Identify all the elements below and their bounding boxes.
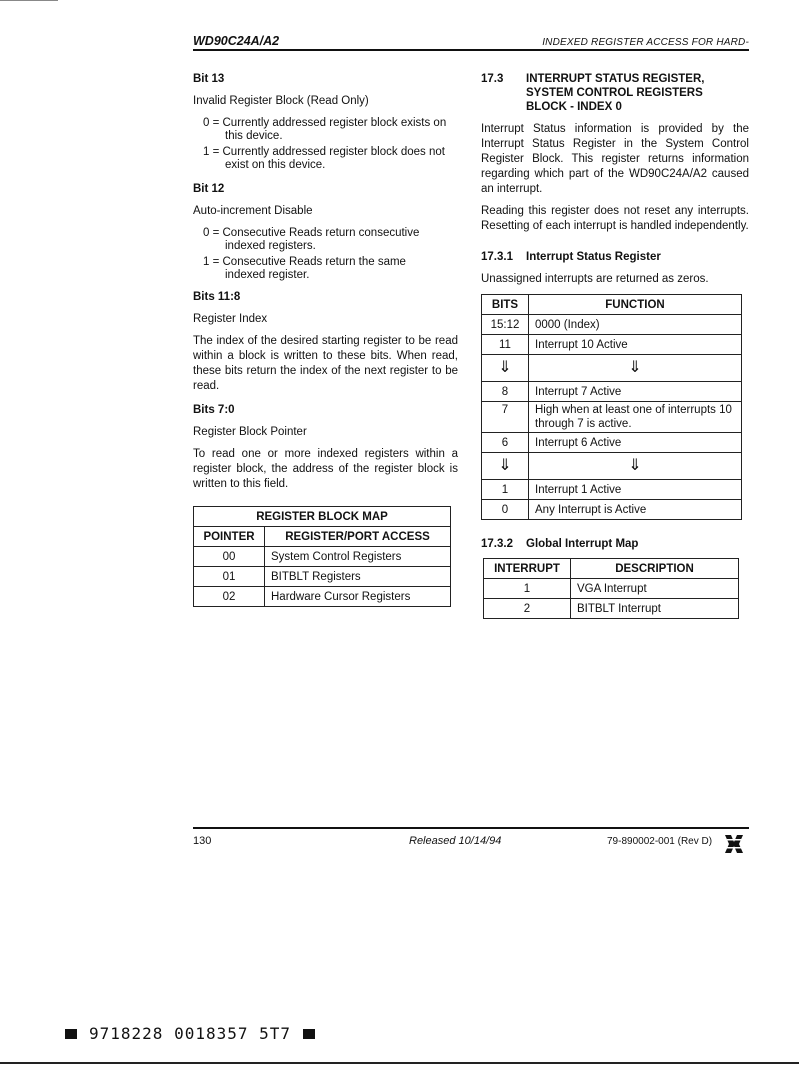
bits11-8-name: Register Index <box>193 313 268 325</box>
status-fn-cell: Interrupt 7 Active <box>529 382 742 402</box>
section-17-3-2-heading <box>481 537 749 551</box>
table-row <box>482 453 742 480</box>
section-17-3-2-title: Global Interrupt Map <box>526 538 639 550</box>
register-block-map-table <box>193 506 451 607</box>
map-pointer-cell: 02 <box>194 587 265 607</box>
page-number: 130 <box>193 835 212 847</box>
bit13-v0-line1: 0 = Currently addressed register block exists on <box>203 117 447 129</box>
status-col-function: FUNCTION <box>529 295 742 315</box>
scan-bottom-edge <box>0 1062 799 1064</box>
section-17-3-heading <box>481 72 749 114</box>
table-row <box>482 402 742 433</box>
bits11-8-body: The index of the desired starting register to be read within a block is written to these bits. When read, these bits return the index of the next register to be read. <box>193 335 458 392</box>
bit12-v1-line2: indexed register. <box>225 269 310 281</box>
global-irq-cell: 2 <box>484 599 571 619</box>
status-fn-cell: High when at least one of interrupts 10 through 7 is active. <box>529 402 742 433</box>
section-17-3-number: 17.3 <box>481 73 504 85</box>
status-fn-cell: Interrupt 10 Active <box>529 335 742 355</box>
table-row <box>482 500 742 520</box>
bit13-title: Bit 13 <box>193 73 225 85</box>
table-row <box>194 547 451 567</box>
global-desc-cell: VGA Interrupt <box>571 579 739 599</box>
global-interrupt-map-table <box>483 558 739 619</box>
footer-rule <box>193 827 749 829</box>
bit12-title: Bit 12 <box>193 183 225 195</box>
map-access-cell: Hardware Cursor Registers <box>265 587 451 607</box>
status-col-bits: BITS <box>482 295 529 315</box>
section-17-3-1-heading <box>481 250 749 264</box>
global-col-interrupt: INTERRUPT <box>484 559 571 579</box>
bit12-value-0 <box>203 226 458 253</box>
map-table-title: REGISTER BLOCK MAP <box>194 507 451 527</box>
section-17-3-2-number: 17.3.2 <box>481 538 513 550</box>
bit12-v1-line1: 1 = Consecutive Reads return the same <box>203 256 406 268</box>
status-bits-cell: 7 <box>482 402 529 433</box>
bit12-name: Auto-increment Disable <box>193 205 313 217</box>
status-fn-cell: 0000 (Index) <box>529 315 742 335</box>
status-bits-cell: 6 <box>482 433 529 453</box>
header-section-title: INDEXED REGISTER ACCESS FOR HARD- <box>542 37 749 48</box>
down-arrow-icon: ⇓ <box>529 355 742 382</box>
table-row <box>482 355 742 382</box>
section-17-3-para2: Reading this register does not reset any interrupts. Resetting of each interrupt is handled independently. <box>481 205 749 232</box>
scan-barcode <box>65 1024 315 1043</box>
global-col-description: DESCRIPTION <box>571 559 739 579</box>
status-fn-cell: Interrupt 6 Active <box>529 433 742 453</box>
left-column <box>193 72 458 607</box>
document-number: 79-890002-001 (Rev D) <box>607 836 713 847</box>
down-arrow-icon: ⇓ <box>482 453 529 480</box>
release-date: Released 10/14/94 <box>409 835 502 847</box>
status-bits-cell: 11 <box>482 335 529 355</box>
bits7-0-body: To read one or more indexed registers within a register block, the address of the register block is written to this field. <box>193 448 458 490</box>
table-row <box>484 599 739 619</box>
table-row <box>482 433 742 453</box>
bit12-value-1 <box>203 255 458 282</box>
status-bits-cell: 1 <box>482 480 529 500</box>
map-pointer-cell: 00 <box>194 547 265 567</box>
bit13-v0-line2: this device. <box>225 130 283 142</box>
section-17-3-title-line1: INTERRUPT STATUS REGISTER, <box>526 73 705 85</box>
down-arrow-icon: ⇓ <box>529 453 742 480</box>
map-access-cell: System Control Registers <box>265 547 451 567</box>
map-col-access: REGISTER/PORT ACCESS <box>265 527 451 547</box>
table-row <box>194 567 451 587</box>
right-column <box>481 72 749 619</box>
section-17-3-para1: Interrupt Status information is provided by the Interrupt Status Register in the System Control Register Block. This register returns information regarding which part of the WD90C24A/A2 caused an interrupt. <box>481 123 749 195</box>
barcode-block-left <box>65 1029 77 1039</box>
bit13-value-0 <box>203 116 458 143</box>
status-fn-cell: Any Interrupt is Active <box>529 500 742 520</box>
bits7-0-name: Register Block Pointer <box>193 426 307 438</box>
section-17-3-title-line2: SYSTEM CONTROL REGISTERS <box>526 87 703 99</box>
table-row <box>194 587 451 607</box>
table-row <box>482 382 742 402</box>
header-doc-title: WD90C24A/A2 <box>193 34 280 48</box>
bits11-8-title: Bits 11:8 <box>193 291 241 303</box>
map-pointer-cell: 01 <box>194 567 265 587</box>
interrupt-status-table <box>481 294 742 520</box>
bits7-0-title: Bits 7:0 <box>193 404 235 416</box>
status-bits-cell: 8 <box>482 382 529 402</box>
table-row <box>484 579 739 599</box>
bit12-v0-line2: indexed registers. <box>225 240 316 252</box>
status-bits-cell: 0 <box>482 500 529 520</box>
global-desc-cell: BITBLT Interrupt <box>571 599 739 619</box>
bit13-v1-line2: exist on this device. <box>225 159 326 171</box>
table-row <box>482 315 742 335</box>
barcode-block-right <box>303 1029 315 1039</box>
table-row <box>482 480 742 500</box>
bit12-v0-line1: 0 = Consecutive Reads return consecutive <box>203 227 420 239</box>
status-fn-cell: Interrupt 1 Active <box>529 480 742 500</box>
status-bits-cell: 15:12 <box>482 315 529 335</box>
map-access-cell: BITBLT Registers <box>265 567 451 587</box>
global-irq-cell: 1 <box>484 579 571 599</box>
section-17-3-1-number: 17.3.1 <box>481 251 513 263</box>
header-rule <box>193 49 749 51</box>
wd-logo-icon <box>724 834 746 854</box>
bit13-name: Invalid Register Block (Read Only) <box>193 95 369 107</box>
table-row <box>482 335 742 355</box>
scan-edge-line <box>0 0 58 1</box>
bit13-v1-line1: 1 = Currently addressed register block does not <box>203 146 445 158</box>
barcode-text: 9718228 0018357 5T7 <box>89 1024 292 1043</box>
map-col-pointer: POINTER <box>194 527 265 547</box>
section-17-3-1-title: Interrupt Status Register <box>526 251 661 263</box>
down-arrow-icon: ⇓ <box>482 355 529 382</box>
bit13-value-1 <box>203 145 458 172</box>
section-17-3-title-line3: BLOCK - INDEX 0 <box>526 101 622 113</box>
section-17-3-1-para: Unassigned interrupts are returned as zeros. <box>481 273 709 285</box>
